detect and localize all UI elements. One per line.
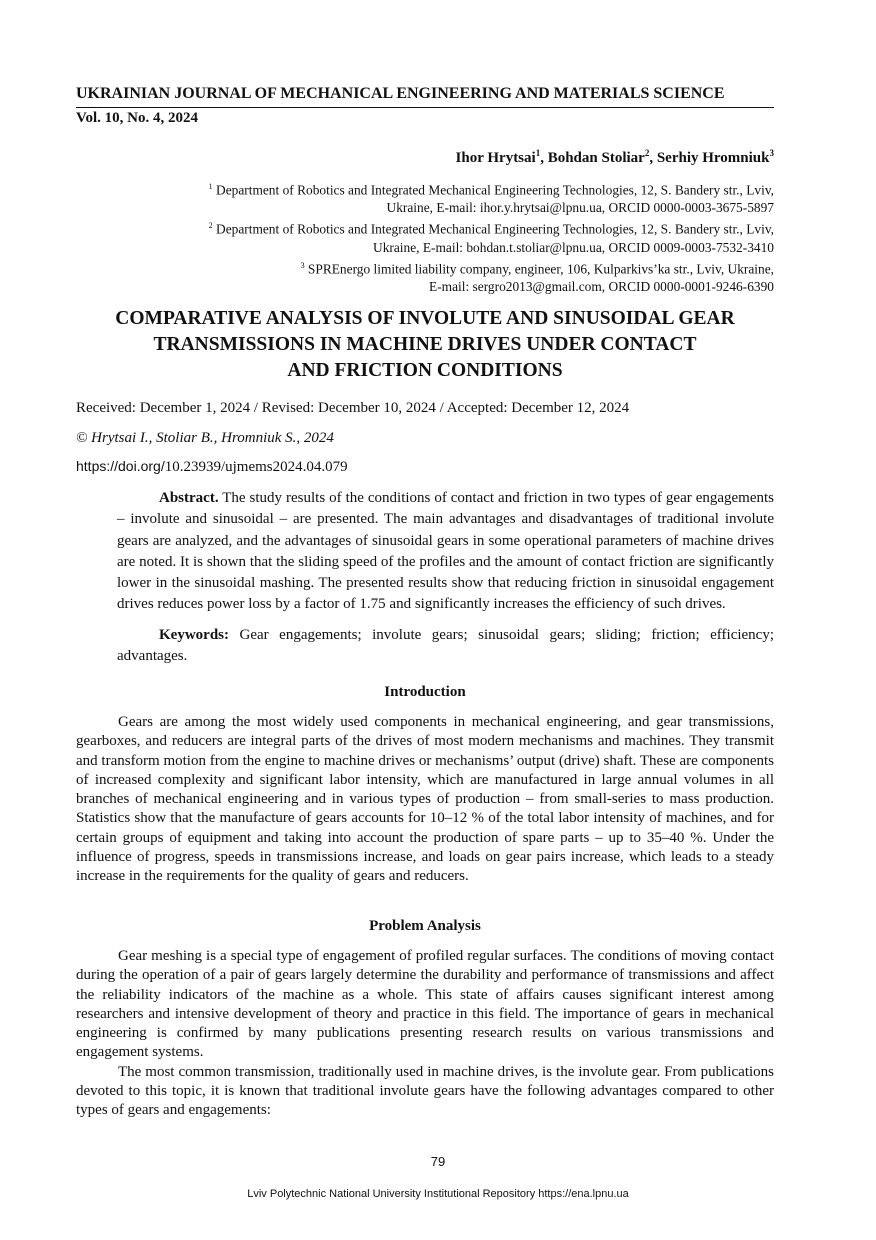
affiliation-line: Ukraine, E-mail: bohdan.t.stoliar@lpnu.ua, ORCID 0009-0003-7532-3410 bbox=[373, 239, 774, 255]
affiliation-line bbox=[134, 257, 774, 278]
affiliations bbox=[134, 178, 774, 296]
abstract-text: The study results of the conditions of contact and friction in two types of gear engagements – involute and sinusoidal – are presented. The main advantages and disadvantages of traditional involute gears are analyzed, and the advantages of sinusoidal gears in some operational parameters of machine drives are noted. It is shown that the sliding speed of the profiles and the amount of contact friction are significantly lower in the sinusoidal mashing. The presented results show that reducing friction in sinusoidal engagement drives reduces power loss by a factor of 1.75 and significantly increases the efficiency of such drives. bbox=[117, 490, 774, 613]
affiliation-line: Ukraine, E-mail: ihor.y.hrytsai@lpnu.ua, ORCID 0000-0003-3675-5897 bbox=[386, 200, 774, 216]
author-name: Bohdan Stoliar bbox=[547, 150, 645, 166]
author-separator: , bbox=[649, 150, 657, 166]
header-rule bbox=[76, 107, 774, 108]
keywords-paragraph bbox=[117, 625, 774, 668]
page-number: 79 bbox=[430, 1154, 446, 1169]
body-paragraph: Gears are among the most widely used components in mechanical engineering, and gear transmissions, gearboxes, and reducers are integral parts of the drives of most modern mechanisms and machines. They transmit and transform motion from the engine to machine drives or mechanisms’ output (drive) shaft. These are components of increased complexity and significant labor intensity, which are manufactured in large annual volumes in all branches of mechanical engineering and in various types of production – from small-series to mass production. Statistics show that the manufacture of gears accounts for 10–12 % of the total labor intensity of machines, and for certain groups of equipment and taking into account the production of spare parts – up to 35–40 %. Under the influence of progress, speeds in transmissions increase, and loads on gear pairs increase, which leads to a steady increase in the requirements for the quality of gears and reducers. bbox=[76, 714, 774, 885]
keywords-text: Gear engagements; involute gears; sinusoidal gears; sliding; friction; efficiency; advantages. bbox=[117, 626, 774, 665]
title-line: COMPARATIVE ANALYSIS OF INVOLUTE AND SINUSOIDAL GEAR bbox=[115, 308, 735, 329]
copyright: © Hrytsai I., Stoliar B., Hromniuk S., 2024 bbox=[76, 430, 334, 446]
author-separator: , bbox=[540, 150, 548, 166]
problem-analysis-body bbox=[76, 947, 774, 1121]
submission-dates: Received: December 1, 2024 / Revised: December 10, 2024 / Accepted: December 12, 2024 bbox=[76, 400, 630, 416]
affiliation-text: SPREnergo limited liability company, engineer, 106, Kulparkivs’ka str., Lviv, Ukraine, bbox=[304, 261, 774, 277]
body-paragraph: The most common transmission, traditionally used in machine drives, is the involute gear. From publications devoted to this topic, it is known that traditional involute gears have the following advantages compared to other types of gears and engagements: bbox=[76, 1063, 774, 1119]
author-sup: 3 bbox=[769, 148, 774, 158]
abstract-paragraph bbox=[117, 488, 774, 616]
doi-id: 10.23939/ujmems2024.04.079 bbox=[164, 459, 348, 475]
journal-volume: Vol. 10, No. 4, 2024 bbox=[76, 110, 198, 126]
repository-footer: Lviv Polytechnic National University Institutional Repository https://ena.lpnu.ua bbox=[247, 1188, 629, 1200]
abstract-label: Abstract. bbox=[159, 490, 219, 506]
affiliation-text: Department of Robotics and Integrated Mechanical Engineering Technologies, 12, S. Bandery str., Lviv, bbox=[212, 221, 774, 237]
journal-name: UKRAINIAN JOURNAL OF MECHANICAL ENGINEERING AND MATERIALS SCIENCE bbox=[76, 85, 725, 102]
author-name: Ihor Hrytsai bbox=[455, 150, 536, 166]
affiliation-sup: 3 bbox=[300, 260, 305, 270]
title-line: TRANSMISSIONS IN MACHINE DRIVES UNDER CONTACT bbox=[153, 334, 697, 355]
abstract-block bbox=[117, 488, 774, 667]
affiliation-text: Department of Robotics and Integrated Mechanical Engineering Technologies, 12, S. Bandery str., Lviv, bbox=[212, 182, 774, 198]
author-name: Serhiy Hromniuk bbox=[656, 150, 770, 166]
author-sup: 2 bbox=[644, 148, 650, 158]
author-sup: 1 bbox=[535, 148, 541, 158]
affiliation-sup: 2 bbox=[208, 221, 213, 231]
author-list bbox=[456, 148, 774, 167]
title-line: AND FRICTION CONDITIONS bbox=[287, 360, 563, 381]
affiliation-sup: 1 bbox=[208, 182, 213, 191]
keywords-label: Keywords: bbox=[159, 626, 229, 643]
doi-prefix: https://doi.org/ bbox=[76, 458, 165, 474]
affiliation-line bbox=[134, 178, 774, 199]
section-heading-problem-analysis: Problem Analysis bbox=[369, 918, 481, 934]
section-heading-introduction: Introduction bbox=[384, 684, 466, 700]
doi-link[interactable] bbox=[76, 458, 348, 476]
paper-title bbox=[76, 306, 774, 384]
affiliation-line bbox=[134, 217, 774, 238]
body-paragraph: Gear meshing is a special type of engagement of profiled regular surfaces. The conditions of moving contact during the operation of a pair of gears largely determine the durability and performance of transmissions and affect the reliability indicators of the machine as a whole. This state of affairs causes significant interest among researchers and intensive development of theory and practice in this field. The importance of gears in mechanical engineering is confirmed by many publications presenting research results on various transmissions and engagement systems. bbox=[76, 948, 774, 1061]
affiliation-line: E-mail: sergro2013@gmail.com, ORCID 0000-0001-9246-6390 bbox=[429, 279, 774, 295]
introduction-body bbox=[76, 713, 774, 887]
